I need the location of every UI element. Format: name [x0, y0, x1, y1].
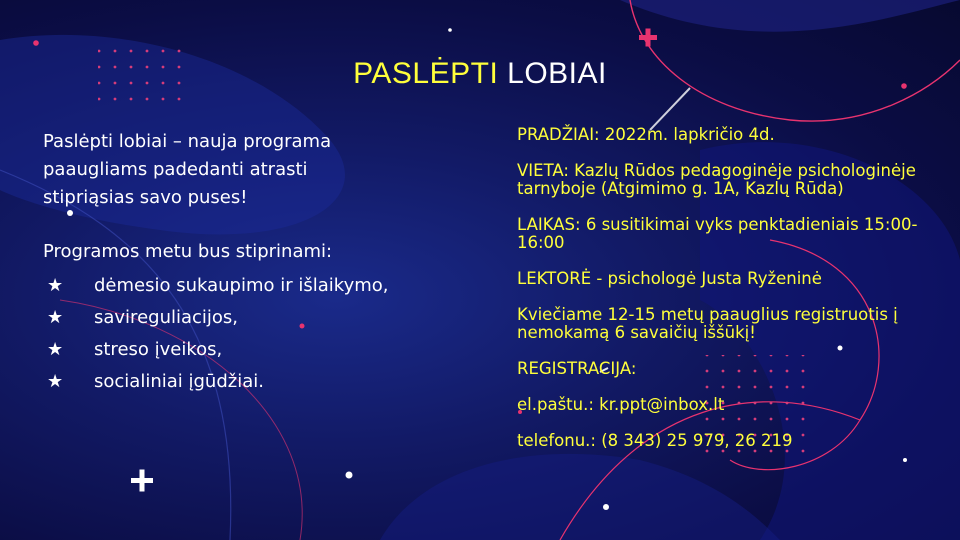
registration-heading: REGISTRACIJA:: [517, 359, 637, 378]
list-item: ★ dėmesio sukaupimo ir išlaikymo,: [43, 272, 463, 304]
start-date: PRADŽIAI: 2022m. lapkričio 4d.: [517, 125, 775, 144]
intro-line: stipriąsias savo puses!: [43, 187, 248, 208]
intro-line: paaugliams padedanti atrasti: [43, 159, 308, 180]
schedule: LAIKAS: 6 susitikimai vyks penktadieniais 15:00-16:00: [517, 215, 918, 252]
contact-phone: telefonu.: (8 343) 25 979, 26 219: [517, 431, 793, 450]
star-icon: ★: [47, 339, 64, 360]
contact-email: el.paštu.: kr.ppt@inbox.lt: [517, 395, 725, 414]
lecturer: LEKTORĖ - psichologė Justa Ryženinė: [517, 269, 822, 288]
star-icon: ★: [47, 275, 64, 296]
page-title: [0, 57, 960, 91]
intro-line: Paslėpti lobiai – nauja programa: [43, 131, 332, 152]
star-icon: ★: [47, 371, 64, 392]
star-icon: ★: [47, 307, 64, 328]
title-rest: LOBIAI: [507, 57, 607, 90]
event-details: [517, 126, 937, 468]
invitation: Kviečiame 12-15 metų paauglius registruotis į nemokamą 6 savaičių iššūkį!: [517, 305, 898, 342]
list-item: ★ streso įveikos,: [43, 336, 463, 368]
title-highlight: PASLĖPTI: [353, 57, 499, 90]
list-item: ★ savireguliacijos,: [43, 304, 463, 336]
program-description: [43, 128, 463, 400]
venue: VIETA: Kazlų Rūdos pedagoginėje psichologinėje tarnyboje (Atgimimo g. 1A, Kazlų Rūda): [517, 161, 916, 198]
list-item: ★ socialiniai įgūdžiai.: [43, 368, 463, 400]
list-heading: Programos metu bus stiprinami:: [43, 241, 333, 262]
skills-list: [43, 272, 463, 400]
